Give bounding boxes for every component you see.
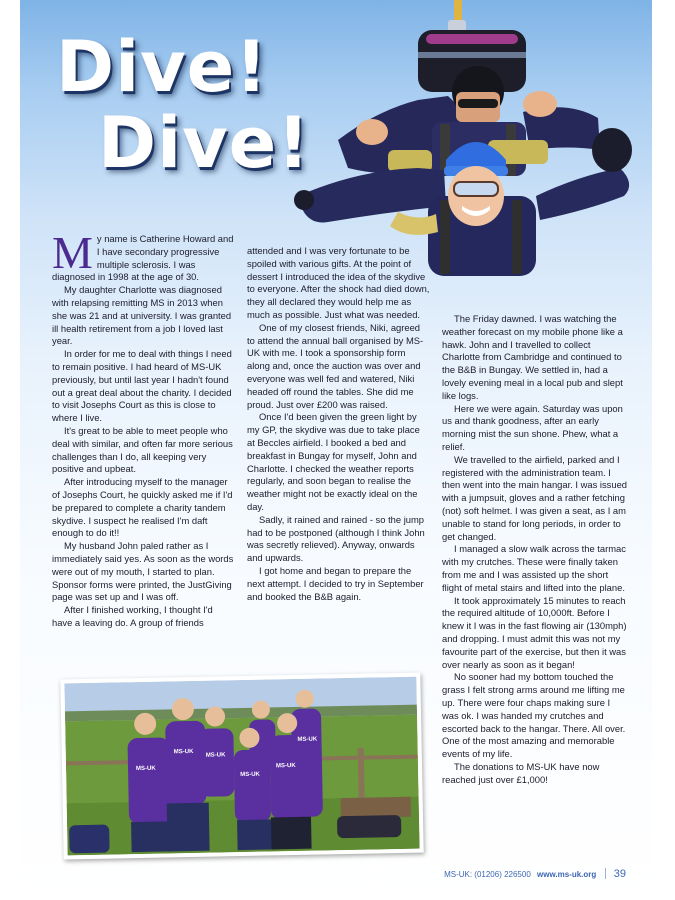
article-paragraph: No sooner had my bottom touched the grass I felt strong arms around me lifting me up. There were four chaps making sure I was ok. I was handed my crutches and escorted back to the hangar. There. All over. One of the most amazing and memorable events of my life. xyxy=(442,671,626,760)
page-number: 39 xyxy=(613,868,626,880)
article-paragraph: I managed a slow walk across the tarmac with my crutches. These were finally taken from me and I was assisted up the short flight of metal stairs and lifted into the plane. xyxy=(442,543,626,593)
shirt-logo: MS-UK xyxy=(173,748,194,756)
page-footer xyxy=(444,868,626,880)
article-paragraph: In order for me to deal with things I need to remain positive. I had heard of MS-UK previously, but until last year I hadn't found out a great deal about the charity. I decided to visit Josephs Court as this is close to where I live. xyxy=(52,348,232,424)
article-column-2 xyxy=(247,245,430,603)
article-paragraph: The Friday dawned. I was watching the weather forecast on my mobile phone like a hawk. John and I travelled to collect Charlotte from Cambridge and continued to the B&B in Bungay. We settled in, had a lovely evening meal in a local pub and slept like logs. xyxy=(442,313,623,401)
article-paragraph: My husband John paled rather as I immediately said yes. As soon as the words were out of my mouth, I started to plan. Sponsor forms were printed, the JustGiving page was set up and I was off. xyxy=(52,540,234,603)
footer-divider xyxy=(605,868,606,879)
article-title-line-1: Dive! xyxy=(56,26,269,108)
article-column-3 xyxy=(442,313,628,786)
article-paragraph-text: y name is Catherine Howard and I have secondary progressive multiple sclerosis. I was diagnosed in 1998 at the age of 30. xyxy=(52,233,234,283)
article-paragraph: It took approximately 15 minutes to reach the required altitude of 10,000ft. Before I knew it I was in the fast flowing air (130mph) and dropping. I must admit this was not my favourite part of the exercise, but then it was over nearly as soon as it began! xyxy=(442,594,627,670)
article-column-1 xyxy=(52,227,234,630)
article-paragraph: After introducing myself to the manager of Josephs Court, he quickly asked me if I'd be prepared to complete a charity tandem skydive. I suspect he realised I'm daft enough to do it!! xyxy=(52,476,233,539)
article-paragraph: It's great to be able to meet people who deal with similar, and often far more serious challenges than I do, all keeping very positive and upbeat. xyxy=(52,424,233,475)
article-paragraph: The donations to MS-UK have now reached just over £1,000! xyxy=(442,760,600,785)
footer-org-phone: MS-UK: (01206) 226500 xyxy=(444,870,531,879)
shirt-logo: MS-UK xyxy=(135,765,156,773)
article-paragraph: Here we were again. Saturday was upon us and thank goodness, after an early morning mist the sun shone. Phew, what a relief. xyxy=(442,402,623,452)
magazine-page xyxy=(20,0,652,900)
article-paragraph: One of my closest friends, Niki, agreed to attend the annual ball organised by MS-UK with me. I took a sponsorship form along and, once the auction was over and everyone was well fed and watered, Niki headed off round the tables. She did me proud. Just over £200 was raised. xyxy=(247,321,424,410)
article-paragraph: We travelled to the airfield, parked and I registered with the administration team. I then went into the main hangar. I was issued with a jumpsuit, gloves and a rather fetching (not) soft helmet. I was given a seat, as I am unable to stand for long periods, in order to get changed. xyxy=(442,453,628,542)
article-paragraph: attended and I was very fortunate to be spoiled with various gifts. At the point of dessert I introduced the idea of the skydive to everyone. After the shock had died down, they all declared they would help me as much as possible. Just what was needed. xyxy=(247,245,430,320)
footer-website[interactable]: www.ms-uk.org xyxy=(537,870,597,879)
group-photo-image xyxy=(64,677,419,856)
shirt-logo: MS-UK xyxy=(275,762,296,770)
shirt-logo: MS-UK xyxy=(205,752,226,759)
group-photo xyxy=(60,673,423,860)
shirt-logo: MS-UK xyxy=(297,736,318,743)
drop-cap: M xyxy=(52,227,93,278)
article-paragraph: After I finished working, I thought I'd have a leaving do. A group of friends xyxy=(52,604,213,628)
shirt-logo: MS-UK xyxy=(240,771,260,779)
article-paragraph xyxy=(52,227,234,284)
article-paragraph: My daughter Charlotte was diagnosed with relapsing remitting MS in 2013 when she was 21 and at university. I was granted ill health retirement from a job I loved last year. xyxy=(52,284,232,347)
article-paragraph: Once I'd been given the green light by my GP, the skydive was due to take place at Beccles airfield. I booked a bed and breakfast in Bungay for myself, John and Charlotte. I checked the weather reports regularly, and soon began to realise the weather might not be exactly ideal on the day. xyxy=(247,411,420,512)
article-paragraph: Sadly, it rained and rained - so the jump had to be postponed (although I think John was secretly relieved). Anyway, onwards and upwards. xyxy=(247,513,425,564)
article-title-line-2: Dive! xyxy=(98,102,311,184)
article-paragraph: I got home and began to prepare the next attempt. I decided to try in September and booked the B&B again. xyxy=(247,564,424,602)
